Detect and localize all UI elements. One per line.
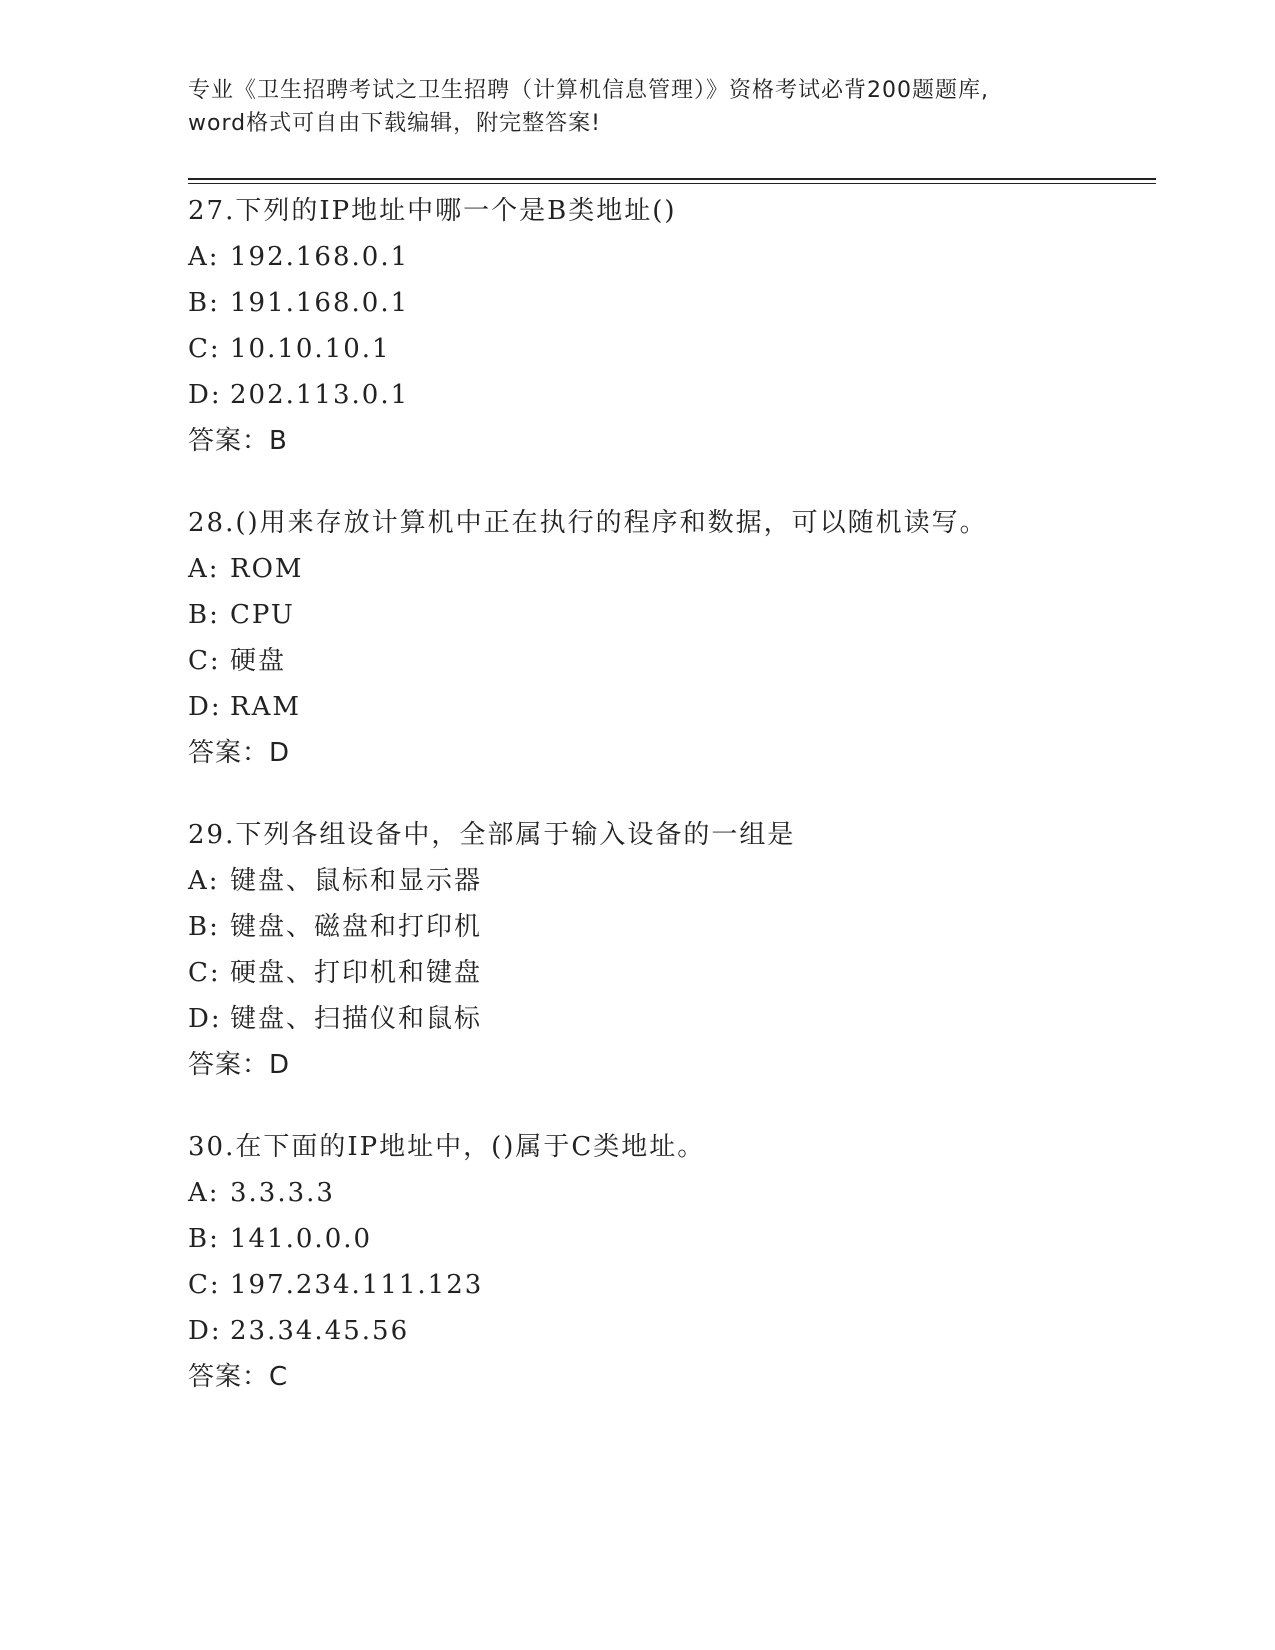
- question-27: [188, 188, 1156, 464]
- option-label: D:: [188, 1316, 222, 1346]
- option-text: CPU: [230, 600, 295, 630]
- header-divider-thick: [188, 178, 1156, 180]
- option-d: [188, 996, 1156, 1042]
- option-text: 192.168.0.1: [230, 242, 410, 272]
- option-text: 191.168.0.1: [230, 288, 410, 318]
- option-text: 202.113.0.1: [230, 380, 410, 410]
- option-label: B:: [188, 600, 220, 630]
- option-label: D:: [188, 380, 222, 410]
- option-text: 141.0.0.0: [230, 1224, 373, 1254]
- option-b: [188, 592, 1156, 638]
- option-text: RAM: [230, 692, 301, 722]
- option-b: [188, 1216, 1156, 1262]
- option-c: [188, 950, 1156, 996]
- option-label: C:: [188, 334, 221, 364]
- option-label: B:: [188, 912, 220, 942]
- option-c: [188, 326, 1156, 372]
- option-text: 197.234.111.123: [230, 1270, 484, 1300]
- answer-line: 答案：B: [188, 426, 288, 456]
- option-c: [188, 638, 1156, 684]
- option-d: [188, 684, 1156, 730]
- option-a: [188, 858, 1156, 904]
- option-text: 硬盘: [230, 646, 287, 676]
- answer-line: 答案：C: [188, 1362, 289, 1392]
- question-28: [188, 500, 1156, 776]
- question-29: [188, 812, 1156, 1088]
- option-b: [188, 280, 1156, 326]
- option-label: D:: [188, 1004, 222, 1034]
- option-text: 键盘、磁盘和打印机: [230, 912, 483, 942]
- question-stem: 27.下列的IP地址中哪一个是B类地址(): [188, 196, 677, 226]
- option-text: 硬盘、打印机和键盘: [230, 958, 483, 988]
- option-label: B:: [188, 1224, 220, 1254]
- question-stem: 30.在下面的IP地址中，()属于C类地址。: [188, 1132, 706, 1162]
- option-label: C:: [188, 958, 221, 988]
- option-d: [188, 1308, 1156, 1354]
- option-label: A:: [188, 866, 220, 896]
- option-text: 键盘、扫描仪和鼠标: [230, 1004, 483, 1034]
- question-stem: 28.()用来存放计算机中正在执行的程序和数据，可以随机读写。: [188, 508, 988, 538]
- option-text: 10.10.10.1: [230, 334, 391, 364]
- option-a: [188, 1170, 1156, 1216]
- option-text: ROM: [230, 554, 304, 584]
- question-list: [188, 188, 1156, 1436]
- question-stem: 29.下列各组设备中，全部属于输入设备的一组是: [188, 820, 796, 850]
- option-label: C:: [188, 646, 221, 676]
- option-a: [188, 546, 1156, 592]
- option-label: A:: [188, 554, 220, 584]
- option-text: 键盘、鼠标和显示器: [230, 866, 483, 896]
- option-label: A:: [188, 1178, 220, 1208]
- answer-line: 答案：D: [188, 738, 291, 768]
- header-divider-thin: [188, 183, 1156, 184]
- document-header: [188, 74, 1088, 140]
- header-line-1: 专业《卫生招聘考试之卫生招聘（计算机信息管理）》资格考试必背200题题库,: [188, 78, 989, 103]
- option-text: 3.3.3.3: [230, 1178, 335, 1208]
- answer-line: 答案：D: [188, 1050, 291, 1080]
- option-label: C:: [188, 1270, 221, 1300]
- option-a: [188, 234, 1156, 280]
- option-c: [188, 1262, 1156, 1308]
- question-30: [188, 1124, 1156, 1400]
- option-label: B:: [188, 288, 220, 318]
- option-b: [188, 904, 1156, 950]
- option-d: [188, 372, 1156, 418]
- option-label: A:: [188, 242, 220, 272]
- option-label: D:: [188, 692, 222, 722]
- option-text: 23.34.45.56: [230, 1316, 410, 1346]
- header-line-2: word格式可自由下载编辑，附完整答案!: [188, 111, 601, 136]
